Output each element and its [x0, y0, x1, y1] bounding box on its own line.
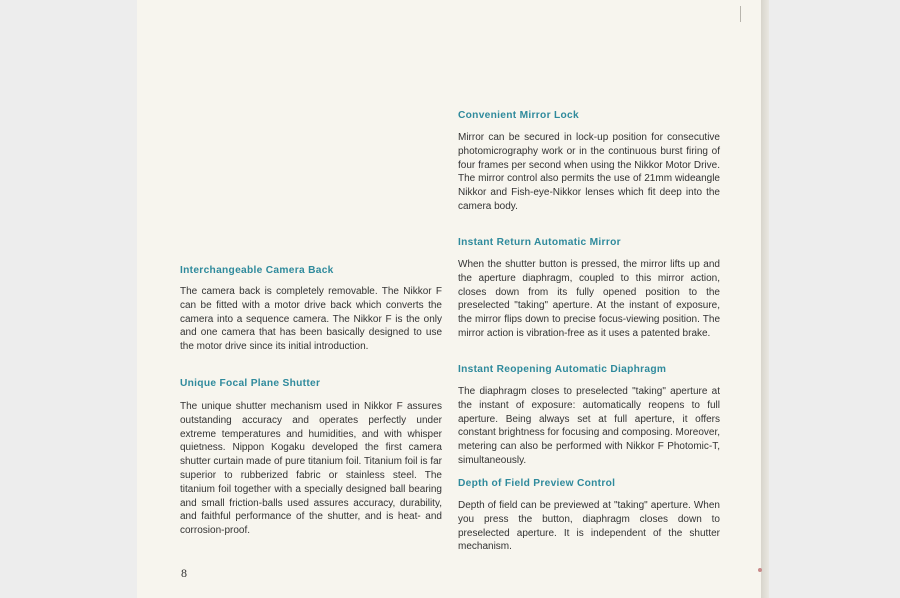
margin-mark [740, 6, 741, 22]
section-heading-return-mirror: Instant Return Automatic Mirror [458, 237, 621, 248]
page-edge [761, 0, 769, 598]
section-body-depth-of-field: Depth of field can be previewed at "taking" aperture. When you press the button, diaphragm closes down to preselected aperture. It is independent of the shutter mechanism. [458, 500, 720, 553]
page-number: 8 [181, 566, 187, 580]
section-heading-mirror-lock: Convenient Mirror Lock [458, 110, 579, 121]
section-heading-depth-of-field: Depth of Field Preview Control [458, 478, 616, 489]
section-body-mirror-lock: Mirror can be secured in lock-up position for consecutive photomicrography work or in the continuous burst firing of four frames per second when using the Nikkor Motor Drive. The mirror control also permits the use of 21mm wideangle Nikkor and Fish-eye-Nikkor lenses which fit deep into the camera body. [458, 132, 720, 212]
section-heading-reopening-diaphragm: Instant Reopening Automatic Diaphragm [458, 364, 667, 375]
section-heading-focal-plane-shutter: Unique Focal Plane Shutter [180, 378, 321, 389]
section-body-reopening-diaphragm: The diaphragm closes to preselected "taking" aperture at the instant of exposure: automatically reopens to full aperture. Being always set at full aperture, it offers constant brightness for focusing and composing. Moreover, metering can also be performed with Nikkor F Photomic-T, simultaneously. [458, 386, 720, 466]
section-body-camera-back: The camera back is completely removable. The Nikkor F can be fitted with a motor drive back which converts the camera into a sequence camera. The Nikkor F is the only and one camera that has been basically designed to use the motor drive since its initial introduction. [180, 286, 442, 353]
edge-dot [758, 568, 762, 572]
section-body-focal-plane-shutter: The unique shutter mechanism used in Nikkor F assures outstanding accuracy and operates perfectly under extreme temperatures and humidities, and with whisper quietness. Nippon Kogaku developed the first camera shutter curtain made of pure titanium foil. Titanium foil is far superior to rubberized fabric or stainless steel. The titanium foil together with a specially designed ball bearing and small friction-balls used assures accuracy, durability, and faithful performance of the shutter, and is heat- and corrosion-proof. [180, 401, 442, 537]
section-heading-camera-back: Interchangeable Camera Back [180, 265, 334, 276]
section-body-return-mirror: When the shutter button is pressed, the mirror lifts up and the aperture diaphragm, coupled to this mirror action, closes down from its fully opened position to the preselected "taking" aperture. At the instant of exposure, the mirror flips down to precise focus-viewing position. The mirror action is vibration-free as it uses a patented brake. [458, 259, 720, 339]
